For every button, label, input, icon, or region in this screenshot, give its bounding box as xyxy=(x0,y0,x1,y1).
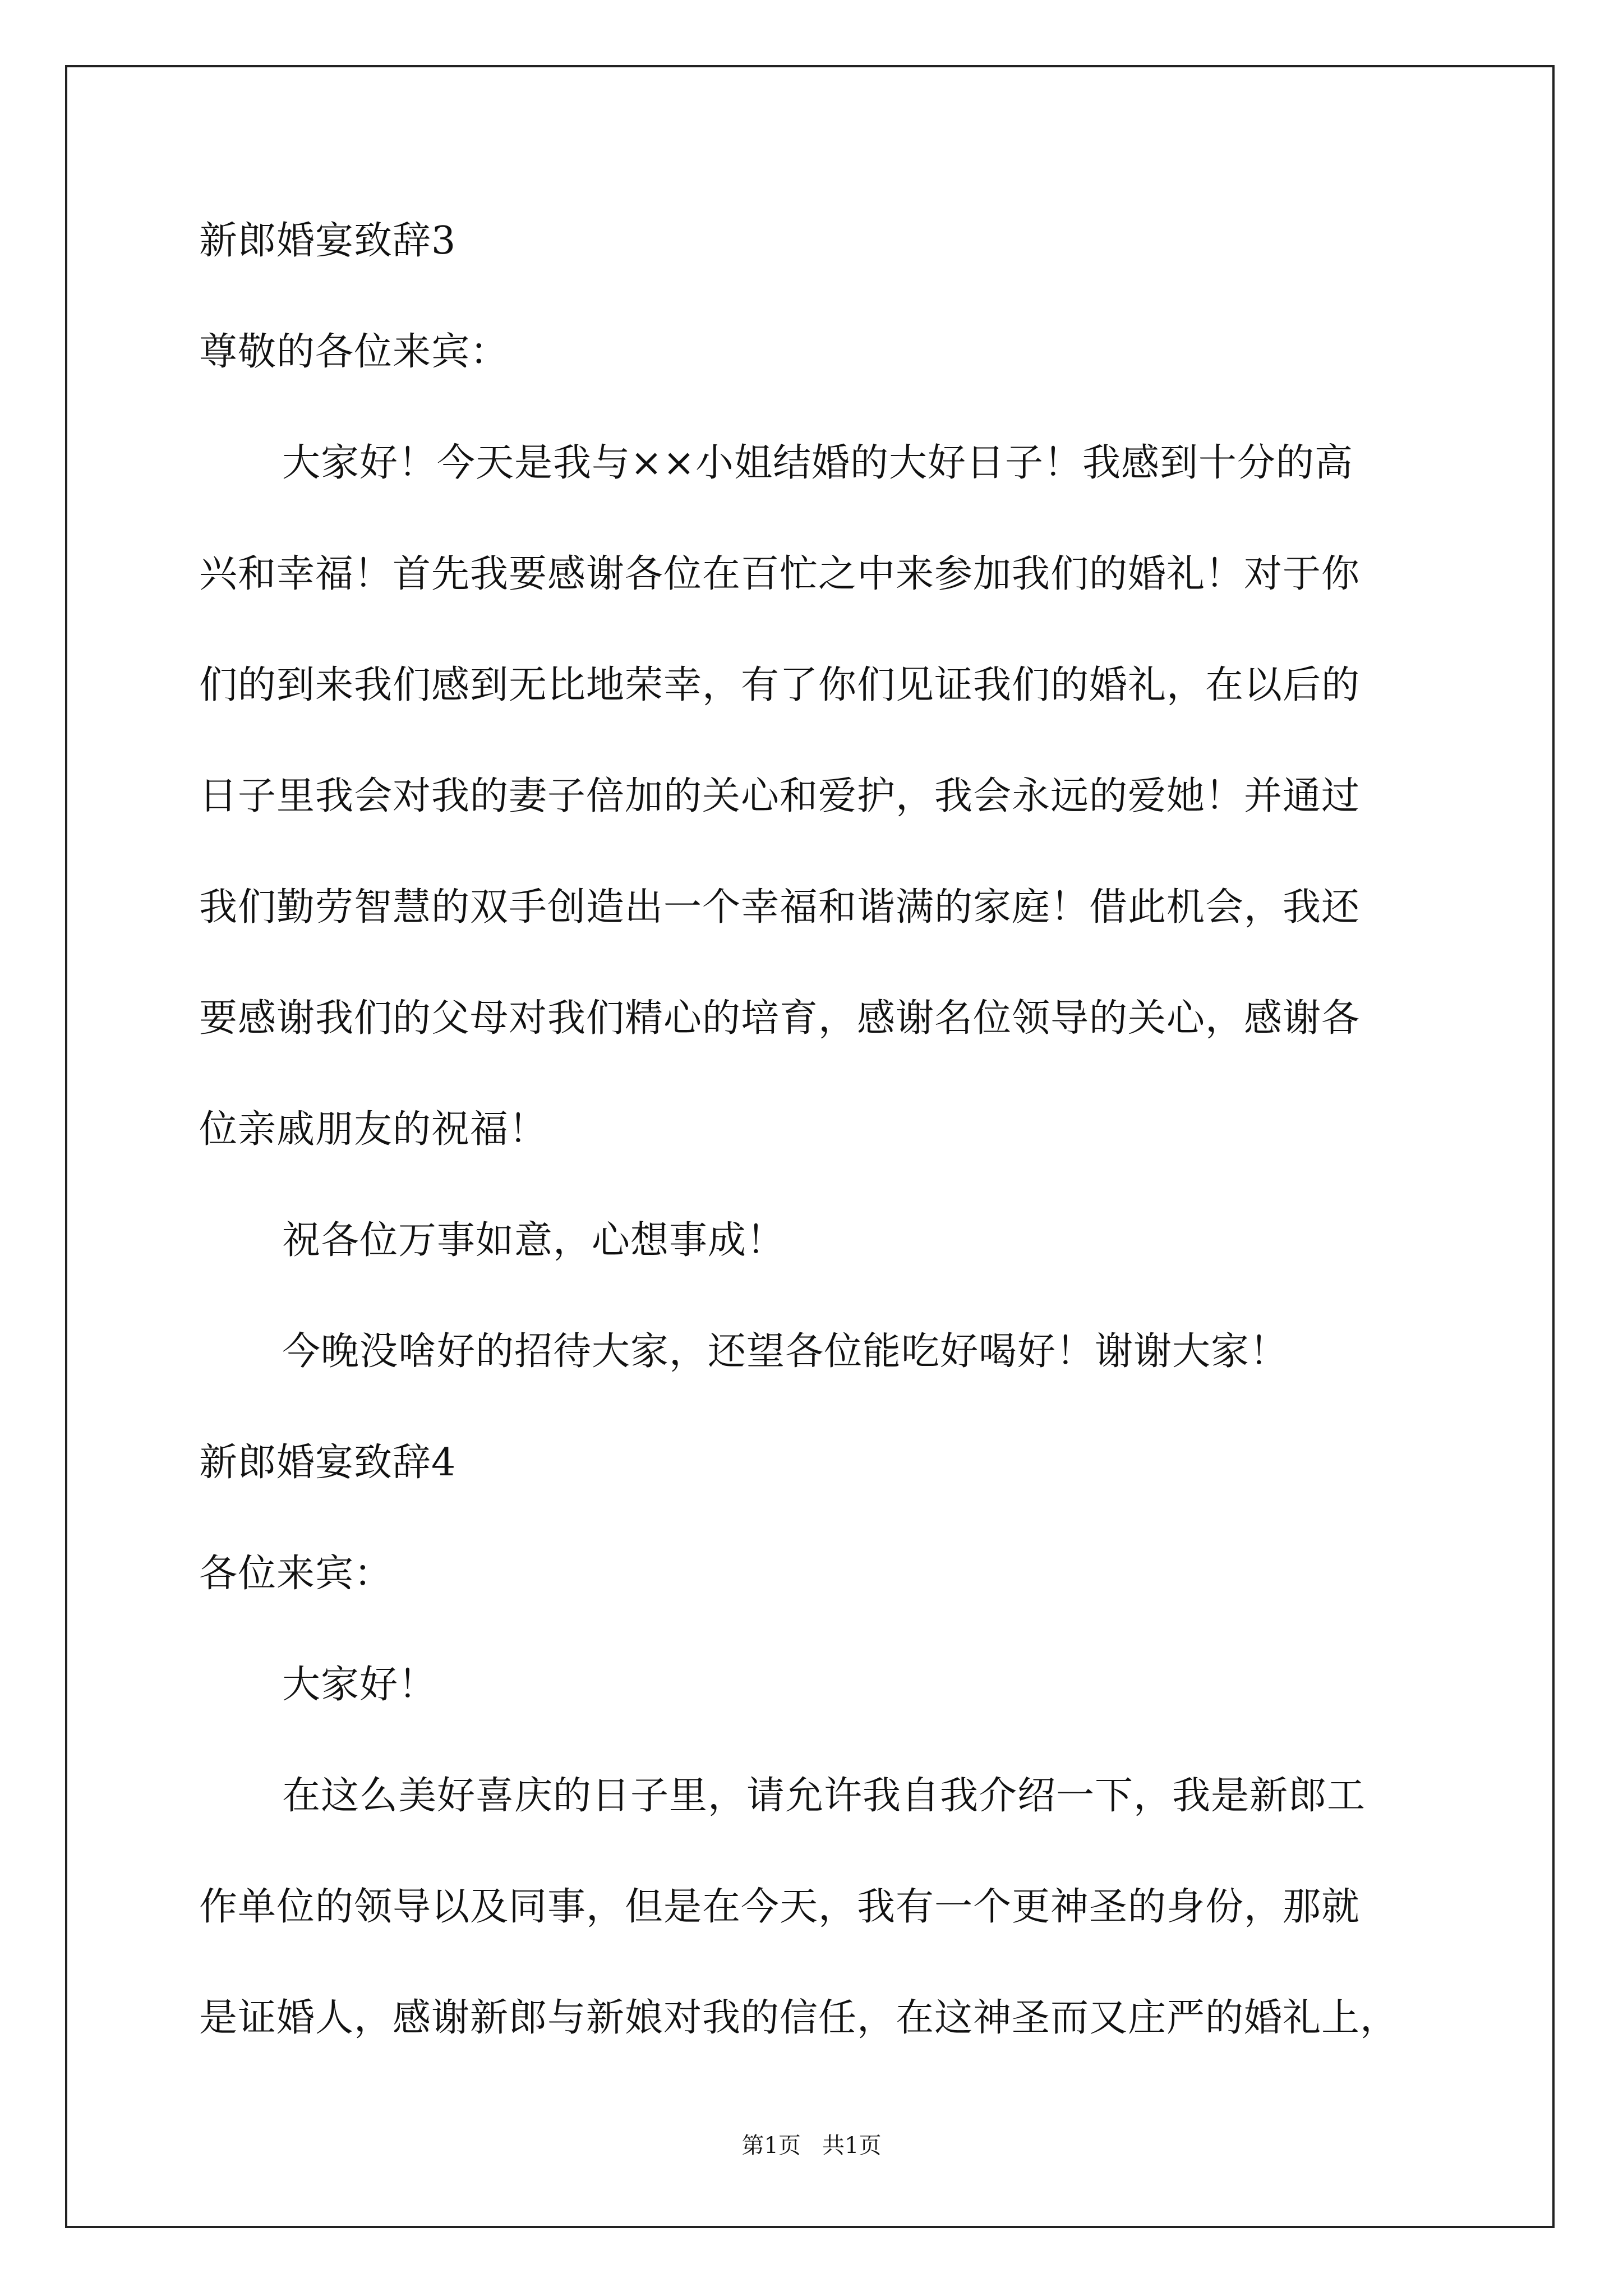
document-body xyxy=(199,213,1433,2101)
salutation: 各位来宾： xyxy=(199,1552,393,1596)
paragraph-line: 位亲戚朋友的祝福！ xyxy=(199,1107,548,1152)
paragraph-line: 们的到来我们感到无比地荣幸，有了你们见证我们的婚礼，在以后的 xyxy=(199,663,1361,707)
paragraph-line: 我们勤劳智慧的双手创造出一个幸福和谐满的家庭！借此机会，我还 xyxy=(199,885,1361,930)
section-heading-3: 新郎婚宴致辞3 xyxy=(199,219,457,263)
paragraph-line: 今晚没啥好的招待大家，还望各位能吃好喝好！谢谢大家！ xyxy=(282,1329,1289,1374)
section-heading-4: 新郎婚宴致辞4 xyxy=(199,1441,457,1485)
salutation: 尊敬的各位来宾： xyxy=(199,330,509,374)
paragraph-line: 在这么美好喜庆的日子里，请允许我自我介绍一下，我是新郎工 xyxy=(282,1774,1366,1818)
paragraph-line: 大家好！ xyxy=(282,1663,437,1707)
paragraph-line: 大家好！今天是我与××小姐结婚的大好日子！我感到十分的高 xyxy=(282,441,1353,485)
paragraph-line: 日子里我会对我的妻子倍加的关心和爱护，我会永远的爱她！并通过 xyxy=(199,774,1361,818)
paragraph-line: 要感谢我们的父母对我们精心的培育，感谢名位领导的关心，感谢各 xyxy=(199,996,1361,1041)
paragraph-line: 是证婚人，感谢新郎与新娘对我的信任，在这神圣而又庄严的婚礼上， xyxy=(199,1996,1399,2040)
paragraph-line: 兴和幸福！首先我要感谢各位在百忙之中来参加我们的婚礼！对于你 xyxy=(199,552,1361,596)
page-footer: 第1页 共1页 xyxy=(741,2133,882,2159)
paragraph-line: 作单位的领导以及同事，但是在今天，我有一个更神圣的身份，那就 xyxy=(199,1885,1361,1929)
paragraph-line: 祝各位万事如意，心想事成！ xyxy=(282,1218,786,1263)
